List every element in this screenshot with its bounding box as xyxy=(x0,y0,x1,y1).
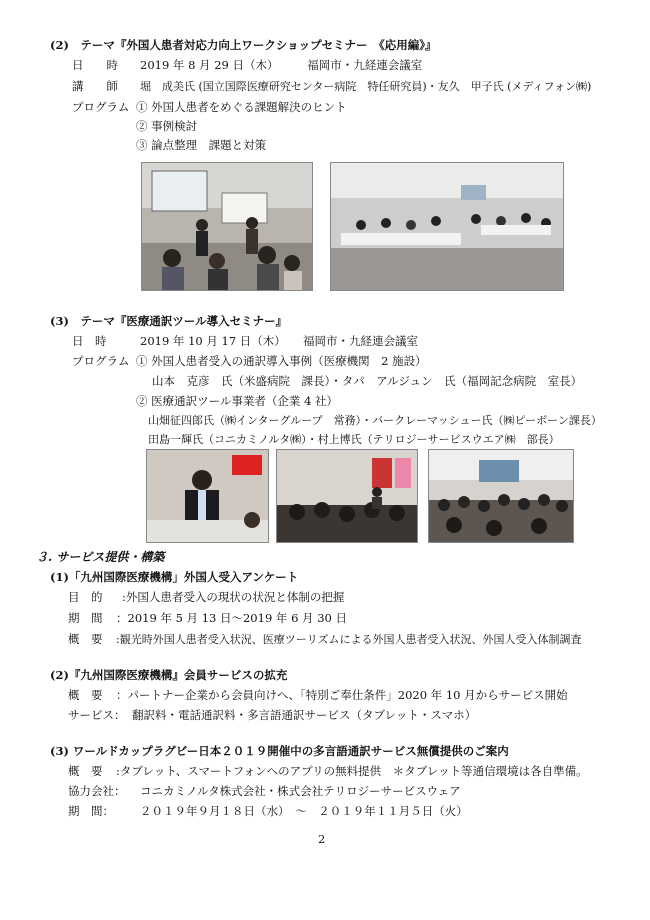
workshop-photo-1 xyxy=(141,162,313,291)
sub3-partner: コニカミノルタ株式会社・株式会社テリロジーサービスウェア xyxy=(140,784,461,798)
s2-lecturer-label: 講 師 xyxy=(72,79,118,93)
page-number: 2 xyxy=(318,832,326,846)
sub1-overview: :観光時外国人患者受入状況、医療ツーリズムによる外国人患者受入状況、外国人受入体制調査 xyxy=(116,633,582,646)
sub3-overview: :タブレット、スマートフォンへのアプリの無料提供 ＊タブレット等通信環境は各自準備。 xyxy=(116,764,588,778)
s3-program-line-4: 山畑征四郎氏（㈱インターグループ 常務）・バークレーマッシュー氏（㈱ピーボーン課長） xyxy=(148,414,602,427)
s3-program-line-2: 山本 克彦 氏（米盛病院 課長）・タパ アルジュン 氏（福岡記念病院 室長） xyxy=(152,374,583,388)
s3-date-value: 2019 年 10 月 17 日（木） 福岡市・九経連会議室 xyxy=(140,334,419,348)
workshop-photo-2 xyxy=(330,162,564,291)
s2-program-item-3: ③ 論点整理 課題と対策 xyxy=(136,138,267,152)
sub2-service-label: サービス： xyxy=(68,708,126,722)
s2-lecturer-value: 堀 成美氏 (国立国際医療研究センター病院 特任研究員)・友久 甲子氏 (メディフォン㈱) xyxy=(140,80,592,93)
seminar-photo-1 xyxy=(146,449,269,543)
seminar-photo-3 xyxy=(428,449,574,543)
s2-program-item-1: ① 外国人患者をめぐる課題解決のヒント xyxy=(136,100,347,114)
sub3-period-label: 期 間： xyxy=(68,804,114,818)
sub3-period: ２０１９年９月１８日（水） ～ ２０１９年１１月５日（火） xyxy=(140,804,468,818)
sub1-title: (1)「九州国際医療機構」外国人受入アンケート xyxy=(50,570,299,584)
sub2-service: 翻訳料・電話通訳料・多言語通訳サービス（タブレット・スマホ） xyxy=(132,708,477,722)
sub1-purpose-label: 目 的 xyxy=(68,590,103,604)
s3-date-label: 日 時 xyxy=(72,334,107,348)
section-2-heading: (2) テーマ『外国人患者対応力向上ワークショップセミナー 《応用編》』 xyxy=(50,38,437,52)
s2-program-item-2: ② 事例検討 xyxy=(136,119,198,133)
s3-program-line-1: ① 外国人患者受入の通訳導入事例（医療機関 2 施設） xyxy=(136,354,427,368)
sub1-period-label: 期 間 xyxy=(68,611,103,625)
sub2-title: (2)『九州国際医療機構』会員サービスの拡充 xyxy=(50,668,288,682)
s2-program-label: プログラム xyxy=(72,100,130,114)
s3-program-line-3: ② 医療通訳ツール事業者（企業 4 社） xyxy=(136,394,339,408)
sub3-overview-label: 概 要 xyxy=(68,764,103,778)
s3-program-line-5: 田島一輝氏（コニカミノルタ㈱）・村上博氏（テリロジーサービスウエア㈱ 部長） xyxy=(148,433,560,446)
sub1-period: ：2019 年 5 月 13 日～2019 年 6 月 30 日 xyxy=(116,611,347,625)
sub3-partner-label: 協力会社： xyxy=(68,784,126,798)
sub3-title: (3) ワールドカップラグビー日本２０１９開催中の多言語通訳サービス無償提供のご案内 xyxy=(50,744,509,758)
s2-date-value: 2019 年 8 月 29 日（木） 福岡市・九経連会議室 xyxy=(140,58,423,72)
sub1-overview-label: 概 要 xyxy=(68,632,103,646)
section-3-heading: (3) テーマ『医療通訳ツール導入セミナー』 xyxy=(50,314,288,328)
sub2-overview-label: 概 要 xyxy=(68,688,103,702)
sub2-overview: ：パートナー企業から会員向けへ、「特別ご奉仕条件」2020 年 10 月からサービス開始 xyxy=(116,688,568,702)
s3-program-label: プログラム xyxy=(72,354,130,368)
sub1-purpose: :外国人患者受入の現状の状況と体制の把握 xyxy=(122,590,345,604)
section-service-heading: ３. サービス提供・構築 xyxy=(36,550,165,564)
s2-date-label: 日 時 xyxy=(72,58,118,72)
seminar-photo-2 xyxy=(276,449,418,543)
